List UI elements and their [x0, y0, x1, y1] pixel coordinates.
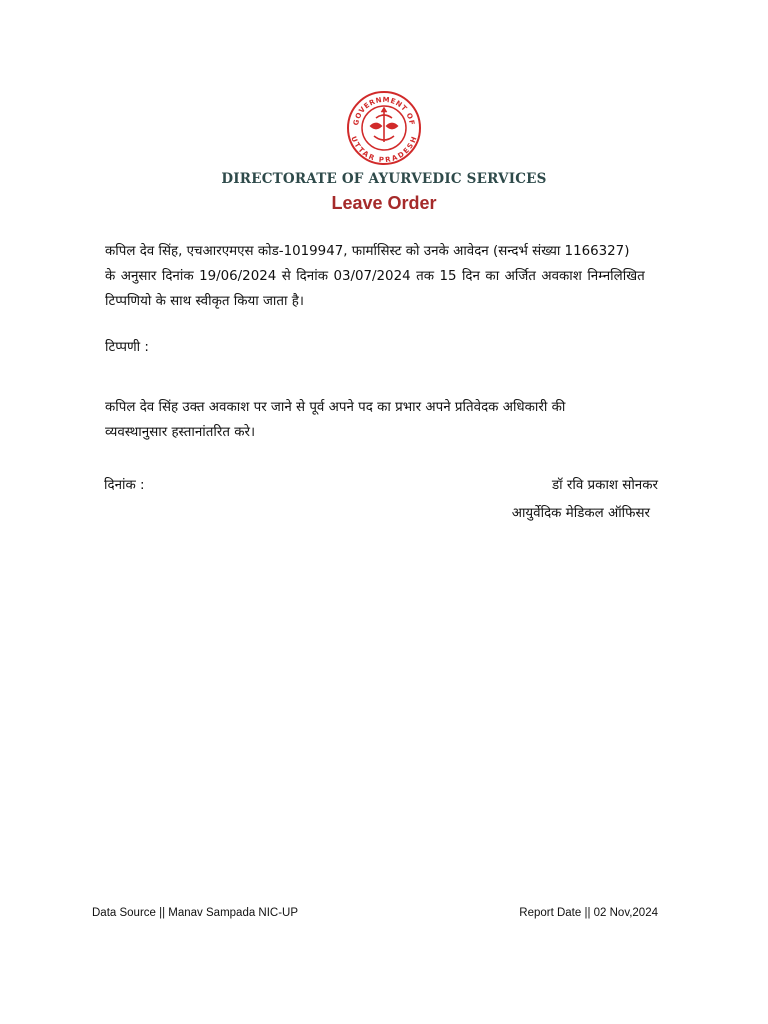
government-seal-icon	[346, 90, 422, 166]
order-line: कपिल देव सिंह, एचआरएमएस कोड-1019947, फार्मासिस्ट को उनके आवेदन (सन्दर्भ संख्या 1166327)	[105, 244, 630, 259]
order-line: टिप्पणियो के साथ स्वीकृत किया जाता है।	[105, 294, 304, 309]
remark-line: व्यवस्थानुसार हस्तानांतरित करे।	[105, 425, 256, 440]
order-paragraph	[105, 239, 665, 314]
document-title: Leave Order	[331, 193, 437, 213]
order-line: के अनुसार दिनांक 19/06/2024 से दिनांक 03/07/2024 तक 15 दिन का अर्जित अवकाश निम्नलिखित	[105, 269, 645, 284]
date-label: दिनांक :	[104, 478, 145, 493]
organization-title: DIRECTORATE OF AYURVEDIC SERVICES	[221, 171, 547, 187]
signer-designation: आयुर्वेदिक मेडिकल ऑफिसर	[511, 506, 650, 521]
remark-label: टिप्पणी :	[105, 340, 149, 355]
footer-data-source: Data Source || Manav Sampada NIC-UP	[92, 907, 299, 919]
svg-text:GOVERNMENT OF: GOVERNMENT OF	[352, 95, 416, 127]
svg-text:UTTAR PRADESH: UTTAR PRADESH	[349, 135, 419, 165]
footer-report-date: Report Date || 02 Nov,2024	[519, 907, 658, 919]
remark-line: कपिल देव सिंह उक्त अवकाश पर जाने से पूर्व अपने पद का प्रभार अपने प्रतिवेदक अधिकारी की	[105, 400, 566, 415]
signer-name: डॉ रवि प्रकाश सोनकर	[552, 478, 658, 493]
remark-paragraph	[105, 395, 665, 445]
